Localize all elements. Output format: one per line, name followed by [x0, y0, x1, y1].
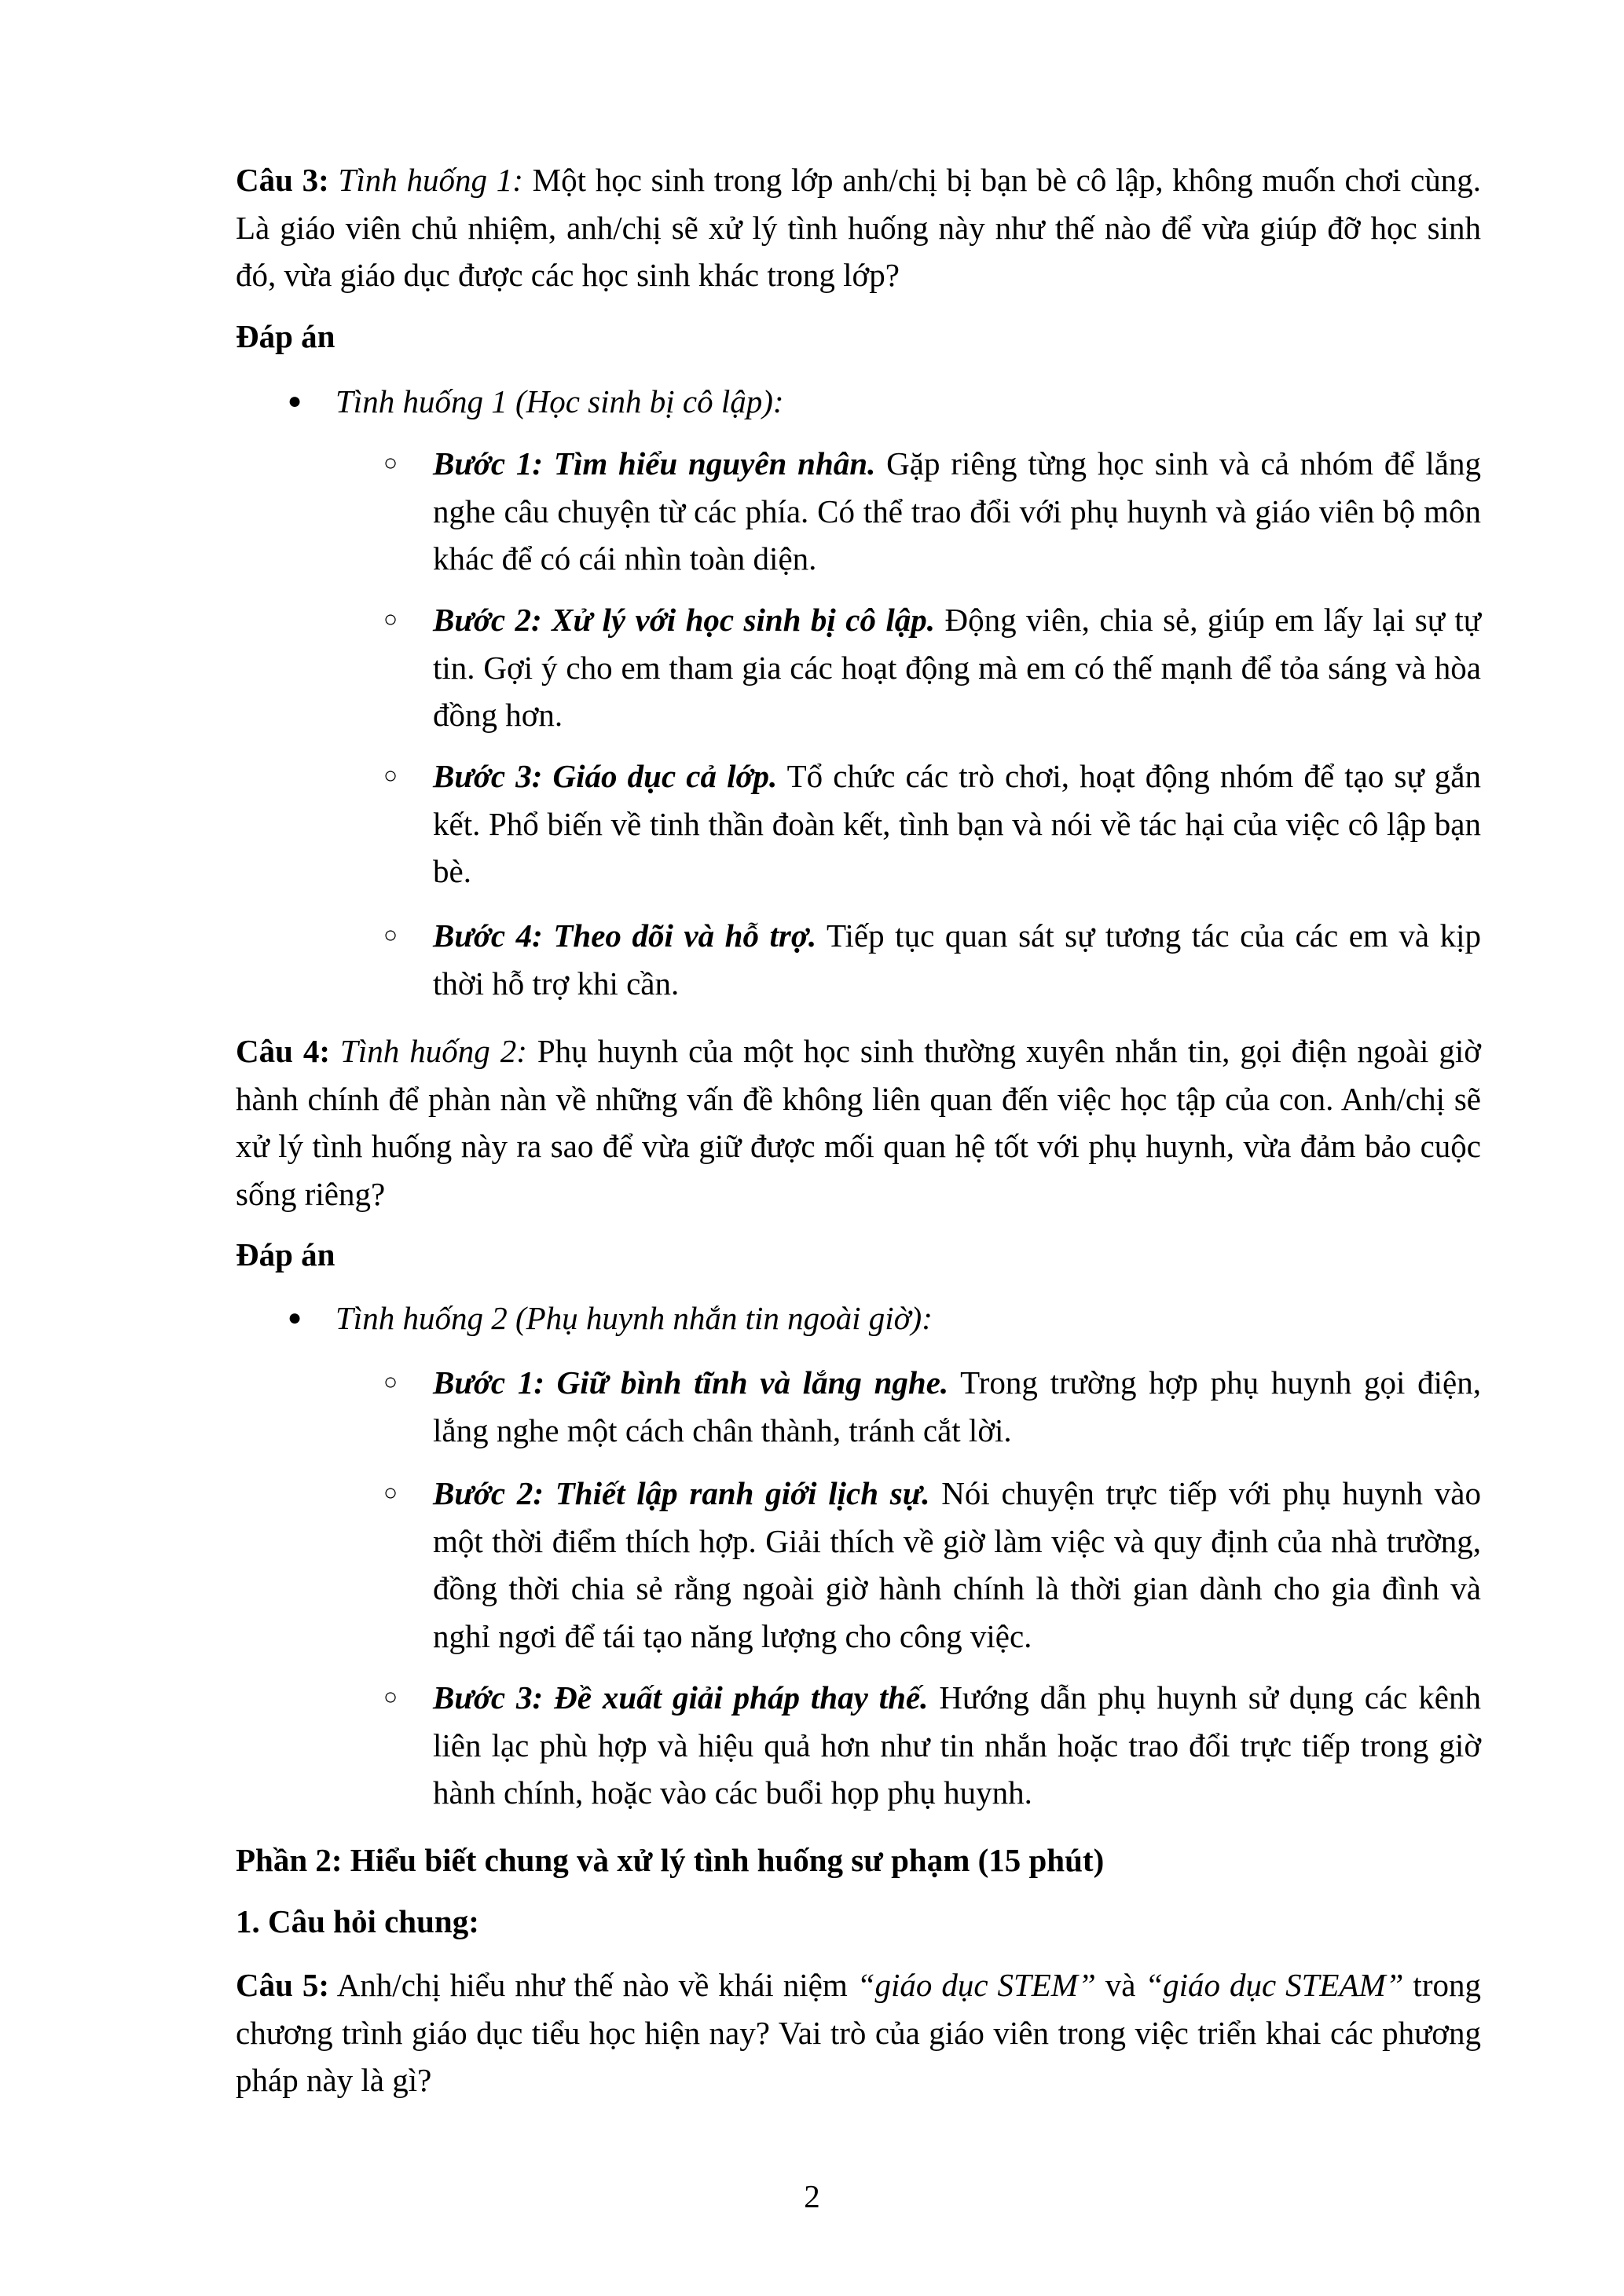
step-text: Tiếp tục quan sát sự tương tác của các em và kịp thời hỗ trợ khi cần. [433, 917, 1481, 1002]
step-text: Nói chuyện trực tiếp với phụ huynh vào một thời điểm thích hợp. Giải thích về giờ làm việc và quy định của nhà trường, đồng thời chia sẻ rằng ngoài giờ hành chính là thời gian dành cho gia đình và nghỉ ngơi để tái tạo năng lượng cho công việc. [433, 1475, 1481, 1654]
question-4 [236, 1027, 1481, 1218]
question-text: Anh/chị hiểu như thế nào về khái niệm [329, 1967, 857, 2003]
bullet-text: Tình huống 1 (Học sinh bị cô lập): [335, 383, 784, 419]
term: “giáo dục STEM” [856, 1967, 1096, 2003]
hollow-circle-icon: ○ [383, 922, 398, 948]
scenario-bullet [335, 1294, 1481, 1342]
section-heading [236, 1836, 1481, 1884]
step-text: Tổ chức các trò chơi, hoạt động nhóm để tạo sự gắn kết. Phổ biến về tinh thần đoàn kết, tình bạn và nói về tác hại của việc cô lập bạn bè. [433, 758, 1481, 889]
step-title: Bước 1: Tìm hiểu nguyên nhân. [433, 445, 876, 482]
step-text: Động viên, chia sẻ, giúp em lấy lại sự tự tin. Gợi ý cho em tham gia các hoạt động mà em có thế mạnh để tỏa sáng và hòa đồng hơn. [433, 602, 1481, 733]
step-title: Bước 1: Giữ bình tĩnh và lắng nghe. [433, 1364, 949, 1401]
step-item [433, 1674, 1481, 1817]
bullet-icon: ● [288, 388, 302, 414]
question-text: và [1095, 1967, 1146, 2003]
question-text: trong chương trình giáo dục tiểu học hiện nay? Vai trò của giáo viên trong việc triển khai các phương pháp này là gì? [236, 1967, 1481, 2098]
scenario-label: Tình huống 2: [340, 1033, 527, 1069]
section-heading-text: Phần 2: Hiểu biết chung và xử lý tình huống sư phạm (15 phút) [236, 1842, 1105, 1878]
hollow-circle-icon: ○ [383, 763, 398, 789]
scenario-bullet [335, 378, 1481, 426]
term: “giáo dục STEAM” [1145, 1967, 1404, 2003]
step-title: Bước 2: Thiết lập ranh giới lịch sự. [433, 1475, 930, 1511]
page-number: 2 [804, 2178, 820, 2214]
step-item [433, 1470, 1481, 1660]
question-label: Câu 3: [236, 162, 329, 198]
question-5 [236, 1961, 1481, 2104]
question-3 [236, 156, 1481, 299]
hollow-circle-icon: ○ [383, 1684, 398, 1710]
step-item [433, 912, 1481, 1007]
step-item [433, 440, 1481, 583]
answer-heading [236, 313, 1481, 361]
hollow-circle-icon: ○ [383, 450, 398, 476]
hollow-circle-icon: ○ [383, 606, 398, 632]
answer-heading-text: Đáp án [236, 1236, 335, 1273]
subsection-heading [236, 1898, 1481, 1946]
hollow-circle-icon: ○ [383, 1480, 398, 1506]
bullet-text: Tình huống 2 (Phụ huynh nhắn tin ngoài giờ): [335, 1300, 933, 1336]
step-text: Trong trường hợp phụ huynh gọi điện, lắng nghe một cách chân thành, tránh cắt lời. [433, 1364, 1481, 1448]
scenario-label: Tình huống 1: [338, 162, 523, 198]
step-item [433, 596, 1481, 739]
answer-heading-text: Đáp án [236, 318, 335, 354]
question-text: Một học sinh trong lớp anh/chị bị bạn bè cô lập, không muốn chơi cùng. Là giáo viên chủ nhiệm, anh/chị sẽ xử lý tình huống này như thế nào để vừa giúp đỡ học sinh đó, vừa giáo dục được các học sinh khác trong lớp? [236, 162, 1481, 293]
question-text: Phụ huynh của một học sinh thường xuyên nhắn tin, gọi điện ngoài giờ hành chính để phàn nàn về những vấn đề không liên quan đến việc học tập của con. Anh/chị sẽ xử lý tình huống này ra sao để vừa giữ được mối quan hệ tốt với phụ huynh, vừa đảm bảo cuộc sống riêng? [236, 1033, 1481, 1212]
step-title: Bước 3: Đề xuất giải pháp thay thế. [433, 1679, 929, 1716]
bullet-icon: ● [288, 1305, 302, 1331]
step-title: Bước 2: Xử lý với học sinh bị cô lập. [433, 602, 936, 638]
question-label: Câu 4: [236, 1033, 331, 1069]
answer-heading [236, 1231, 1481, 1279]
hollow-circle-icon: ○ [383, 1369, 398, 1395]
step-item [433, 753, 1481, 895]
step-title: Bước 3: Giáo dục cả lớp. [433, 758, 778, 794]
question-label: Câu 5: [236, 1967, 330, 2003]
subsection-heading-text: 1. Câu hỏi chung: [236, 1903, 479, 1939]
step-title: Bước 4: Theo dõi và hỗ trợ. [433, 917, 817, 954]
step-text: Hướng dẫn phụ huynh sử dụng các kênh liên lạc phù hợp và hiệu quả hơn như tin nhắn hoặc trao đổi trực tiếp trong giờ hành chính, hoặc vào các buổi họp phụ huynh. [433, 1679, 1481, 1811]
step-item [433, 1359, 1481, 1454]
step-text: Gặp riêng từng học sinh và cả nhóm để lắng nghe câu chuyện từ các phía. Có thể trao đổi với phụ huynh và giáo viên bộ môn khác để có cái nhìn toàn diện. [433, 445, 1481, 577]
